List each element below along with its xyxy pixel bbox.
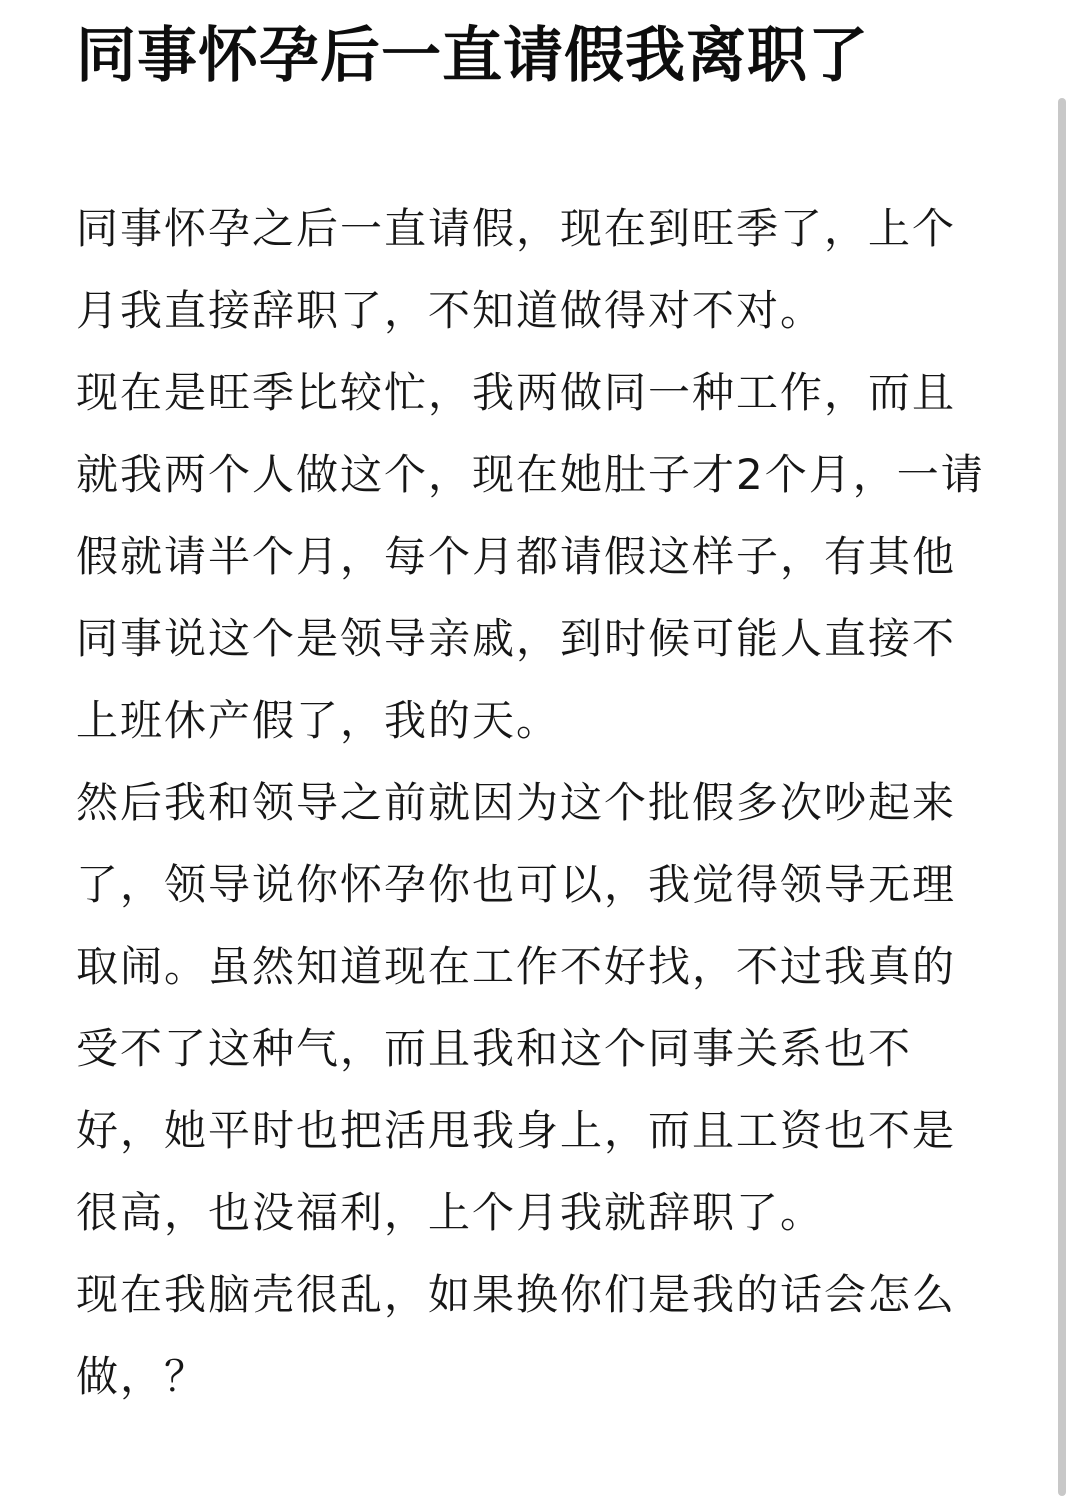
paragraph-4: 现在我脑壳很乱，如果换你们是我的话会怎么做，？ bbox=[76, 1270, 957, 1401]
paragraph-3: 然后我和领导之前就因为这个批假多次吵起来了，领导说你怀孕你也可以，我觉得领导无理取闹。虽然知道现在工作不好找，不过我真的受不了这种气，而且我和这个同事关系也不好，她平时也把活甩我身上，而且工资也不是很高，也没福利，上个月我就辞职了。 bbox=[76, 778, 957, 1237]
article-title: 同事怀孕后一直请假我离职了 bbox=[76, 21, 869, 91]
paragraph-2: 现在是旺季比较忙，我两做同一种工作，而且就我两个人做这个，现在她肚子才2个月，一请假就请半个月，每个月都请假这样子，有其他同事说这个是领导亲戚，到时候可能人直接不上班休产假了，我的天。 bbox=[76, 368, 985, 745]
paragraph-1: 同事怀孕之后一直请假，现在到旺季了，上个月我直接辞职了，不知道做得对不对。 bbox=[76, 204, 957, 335]
scrollbar-thumb[interactable] bbox=[1058, 98, 1066, 1496]
article-body bbox=[76, 188, 991, 1418]
